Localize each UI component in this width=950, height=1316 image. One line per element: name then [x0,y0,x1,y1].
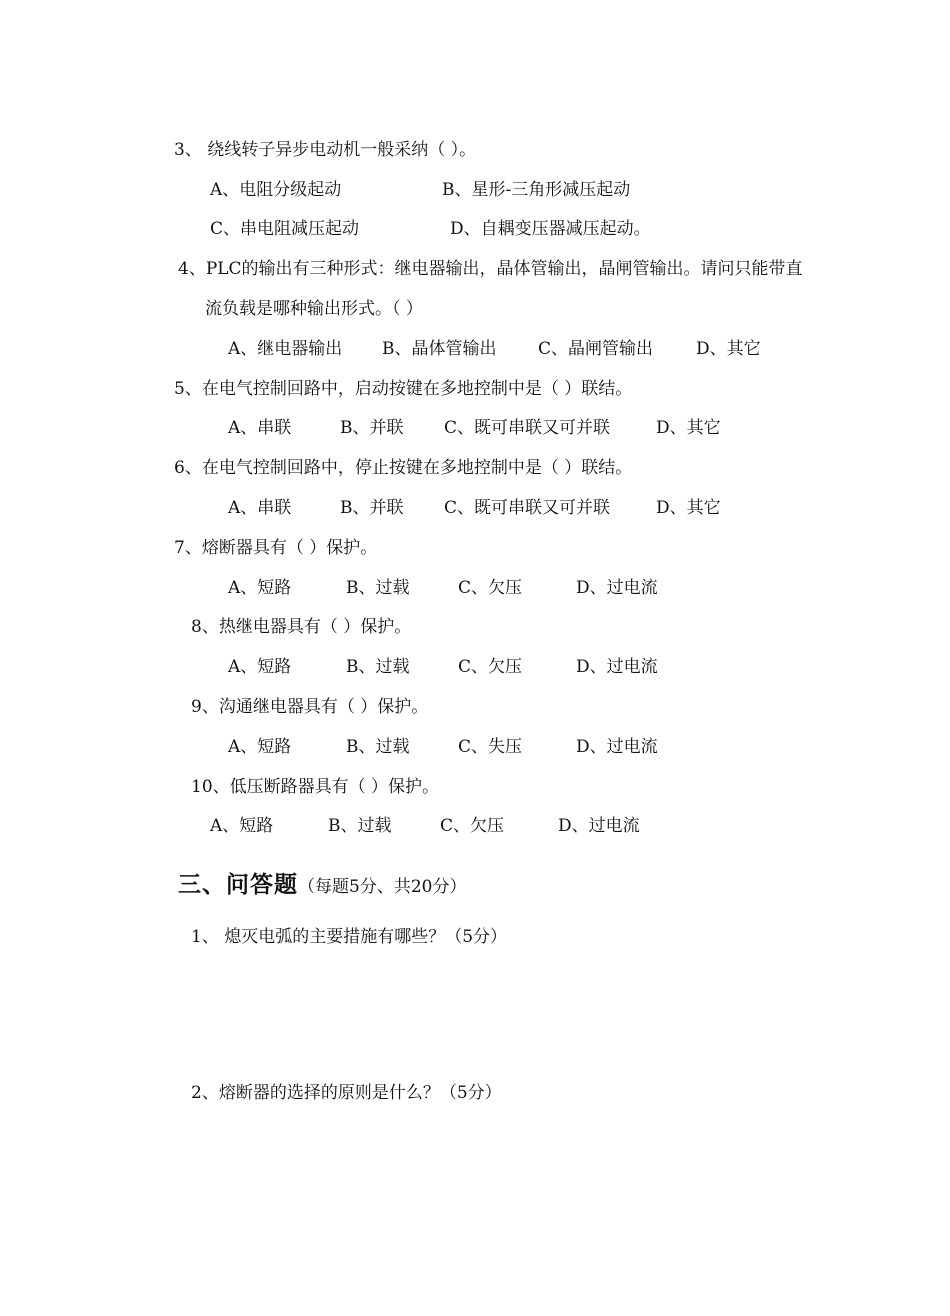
question-4-option-c: C、晶闸管输出 [538,339,654,359]
question-7-stem: 7、熔断器具有（ ）保护。 [174,538,378,558]
question-9-option-c: C、失压 [458,737,523,757]
question-3-option-b: B、星形-三角形减压起动 [442,180,631,200]
question-3-option-a: A、电阻分级起动 [210,180,342,200]
question-7-option-c: C、欠压 [458,578,523,598]
question-8-option-c: C、欠压 [458,657,523,677]
qa-question-2: 2、熔断器的选择的原则是什么？（5分） [191,1083,502,1103]
question-4-option-b: B、晶体管输出 [382,339,497,359]
question-3-option-c: C、串电阻减压起动 [210,219,360,239]
question-10-stem: 10、低压断路器具有（ ）保护。 [191,777,440,797]
question-8-stem: 8、热继电器具有（ ）保护。 [191,617,412,637]
qa-question-1: 1、 熄灭电弧的主要措施有哪些？（5分） [191,927,508,947]
question-5-option-c: C、既可串联又可并联 [444,418,611,438]
question-9-option-b: B、过载 [346,737,410,757]
question-9-stem: 9、沟通继电器具有（ ）保护。 [191,697,429,717]
question-7-option-a: A、短路 [228,578,292,598]
question-9-option-a: A、短路 [228,737,292,757]
question-6-option-c: C、既可串联又可并联 [444,498,611,518]
question-5-option-b: B、并联 [340,418,404,438]
question-10-option-b: B、过载 [328,816,392,836]
question-9-option-d: D、过电流 [576,737,658,757]
section-heading [178,866,466,899]
question-4-stem-continued: 流负载是哪种输出形式。（ ） [205,299,423,319]
question-10-option-d: D、过电流 [558,816,640,836]
question-10-option-a: A、短路 [210,816,274,836]
question-6-option-b: B、并联 [340,498,404,518]
question-4-option-d: D、其它 [696,339,761,359]
question-7-option-b: B、过载 [346,578,410,598]
question-6-option-d: D、其它 [656,498,721,518]
section-score-note: （每题5分、共20分） [298,877,467,897]
question-4-option-a: A、继电器输出 [228,339,343,359]
question-7-option-d: D、过电流 [576,578,658,598]
question-5-option-d: D、其它 [656,418,721,438]
question-8-option-b: B、过载 [346,657,410,677]
question-8-option-a: A、短路 [228,657,292,677]
question-6-option-a: A、串联 [228,498,292,518]
question-6-stem: 6、在电气控制回路中，停止按键在多地控制中是（ ）联结。 [174,458,633,478]
question-3-option-d: D、自耦变压器减压起动。 [450,219,651,239]
question-3-stem: 3、 绕线转子异步电动机一般采纳（ ）。 [174,140,477,160]
question-5-option-a: A、串联 [228,418,292,438]
question-5-stem: 5、在电气控制回路中，启动按键在多地控制中是（ ）联结。 [174,379,633,399]
section-title: 三、问答题 [178,872,298,898]
question-10-option-c: C、欠压 [440,816,505,836]
question-4-stem: 4、PLC的输出有三种形式：继电器输出，晶体管输出，晶闸管输出。请问只能带直 [178,259,803,279]
question-8-option-d: D、过电流 [576,657,658,677]
